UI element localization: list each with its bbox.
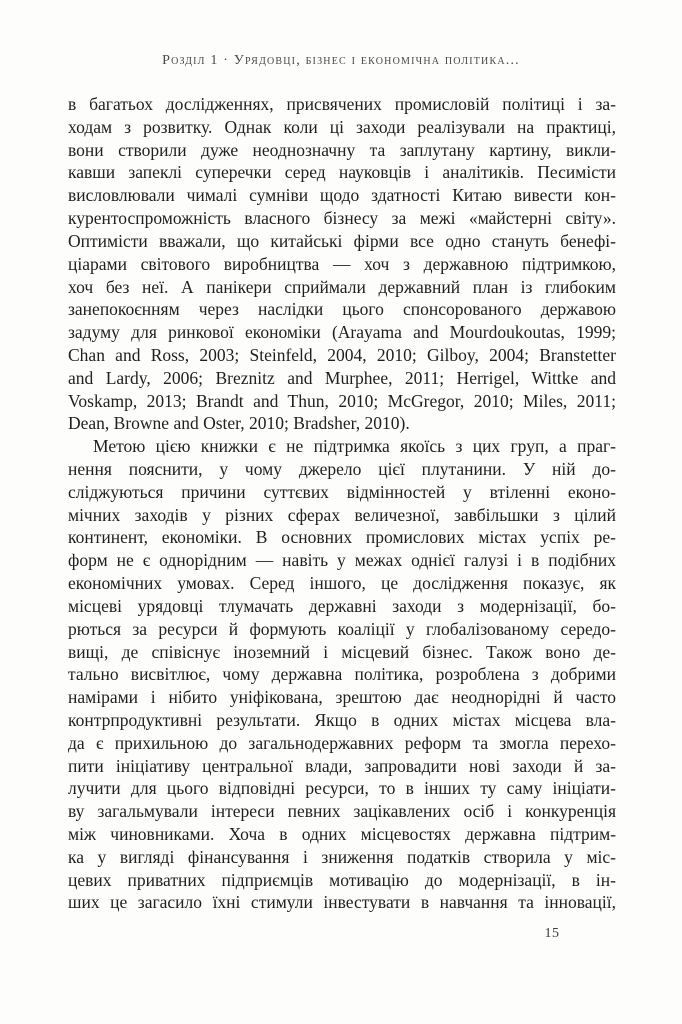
paragraph-2 bbox=[68, 435, 616, 914]
text-line: ходам з розвитку. Однак коли ці заходи реалізували на практиці, bbox=[68, 116, 616, 137]
text-line: форм не є однорідним — навіть у межах однієї галузі і в подібних bbox=[68, 550, 616, 571]
text-line: цевих приватних підприємців мотивацію до модернізації, в ін- bbox=[68, 869, 616, 890]
text-line: Voskamp, 2013; Brandt and Thun, 2010; McGregor, 2010; Miles, 2011; bbox=[68, 390, 616, 411]
text-line: задуму для ринкової економіки (Arayama and Mourdoukoutas, 1999; bbox=[68, 322, 616, 343]
text-line: Dean, Browne and Oster, 2010; Bradsher, 2010). bbox=[68, 413, 410, 434]
text-line: місцеві урядовці тлумачать державні заходи з модернізації, бо- bbox=[68, 595, 616, 616]
text-line: тально висвітлює, чому державна політика, розроблена з добрими bbox=[68, 664, 616, 685]
text-line: Chan and Ross, 2003; Steinfeld, 2004, 2010; Gilboy, 2004; Branstetter bbox=[68, 344, 616, 365]
body-text bbox=[68, 93, 616, 914]
text-line: вони створили дуже неоднозначну та заплутану картину, викли- bbox=[68, 139, 616, 160]
text-line: да є прихильною до загальнодержавних реформ та змогла перехо- bbox=[68, 732, 616, 753]
text-line: Оптимісти вважали, що китайські фірми все одно стануть бенефі- bbox=[68, 230, 616, 251]
text-line: контрпродуктивні результати. Якщо в одних містах місцева вла- bbox=[68, 709, 616, 730]
text-line: хоч без неї. А панікери сприймали державний план із глибоким bbox=[68, 276, 616, 297]
text-line: Метою цією книжки є не підтримка якоїсь з цих груп, а праг- bbox=[93, 436, 616, 457]
text-line: нення пояснити, у чому джерело цієї плутанини. У ній до- bbox=[68, 459, 616, 479]
text-line: лучити для цього відповідні ресурси, то в інших ту саму ініціати- bbox=[68, 778, 616, 799]
text-line: вищі, де співіснує іноземний і місцевий бізнес. Також воно де- bbox=[68, 641, 616, 662]
text-line: ціарами світового виробництва — хоч з державною підтримкою, bbox=[68, 253, 616, 274]
text-line: курентоспроможність власного бізнесу за межі «майстерні світу». bbox=[68, 208, 616, 229]
text-line: економічних умовах. Серед іншого, це дослідження показує, як bbox=[68, 573, 616, 594]
text-line: сліджуються причини суттєвих відмінностей у втіленні еконо- bbox=[68, 481, 616, 502]
text-line: в багатьох дослідженнях, присвячених промисловій політиці і за- bbox=[68, 94, 616, 114]
text-line: намірами і нібито уніфікована, зрештою дає неоднорідні й часто bbox=[68, 687, 616, 708]
page-number: 15 bbox=[544, 926, 560, 941]
text-line: мічних заходів у різних сферах величезної, завбільшки з цілий bbox=[68, 504, 616, 525]
text-line: рються за ресурси й формують коаліції у глобалізованому середо- bbox=[68, 618, 616, 639]
text-line: and Lardy, 2006; Breznitz and Murphee, 2011; Herrigel, Wittke and bbox=[68, 367, 616, 388]
text-line: кавши запеклі суперечки серед науковців і аналітиків. Песимісти bbox=[68, 162, 616, 183]
paragraph-1 bbox=[68, 93, 616, 435]
text-line: континент, економіки. В основних промислових містах успіх ре- bbox=[68, 527, 616, 548]
text-line: між чиновниками. Хоча в одних місцевостях державна підтрим- bbox=[68, 824, 616, 844]
text-line: ших це загасило їхні стимули інвестувати в навчання та інновації, bbox=[68, 892, 616, 913]
text-line: ка у вигляді фінансування і зниження податків створила у міс- bbox=[68, 846, 616, 867]
text-line: ву загальмували інтереси певних зацікавлених осіб і конкуренція bbox=[68, 801, 616, 822]
text-line: висловлювали чималі сумніви щодо здатності Китаю вивести кон- bbox=[68, 185, 616, 206]
text-line: занепокоєнням через наслідки цього спонсорованого державою bbox=[68, 299, 616, 320]
running-header: Розділ 1 · Урядовці, бізнес і економічна політика... bbox=[162, 53, 520, 68]
text-line: пити ініціативу центральної влади, запровадити нові заходи й за- bbox=[68, 755, 616, 776]
